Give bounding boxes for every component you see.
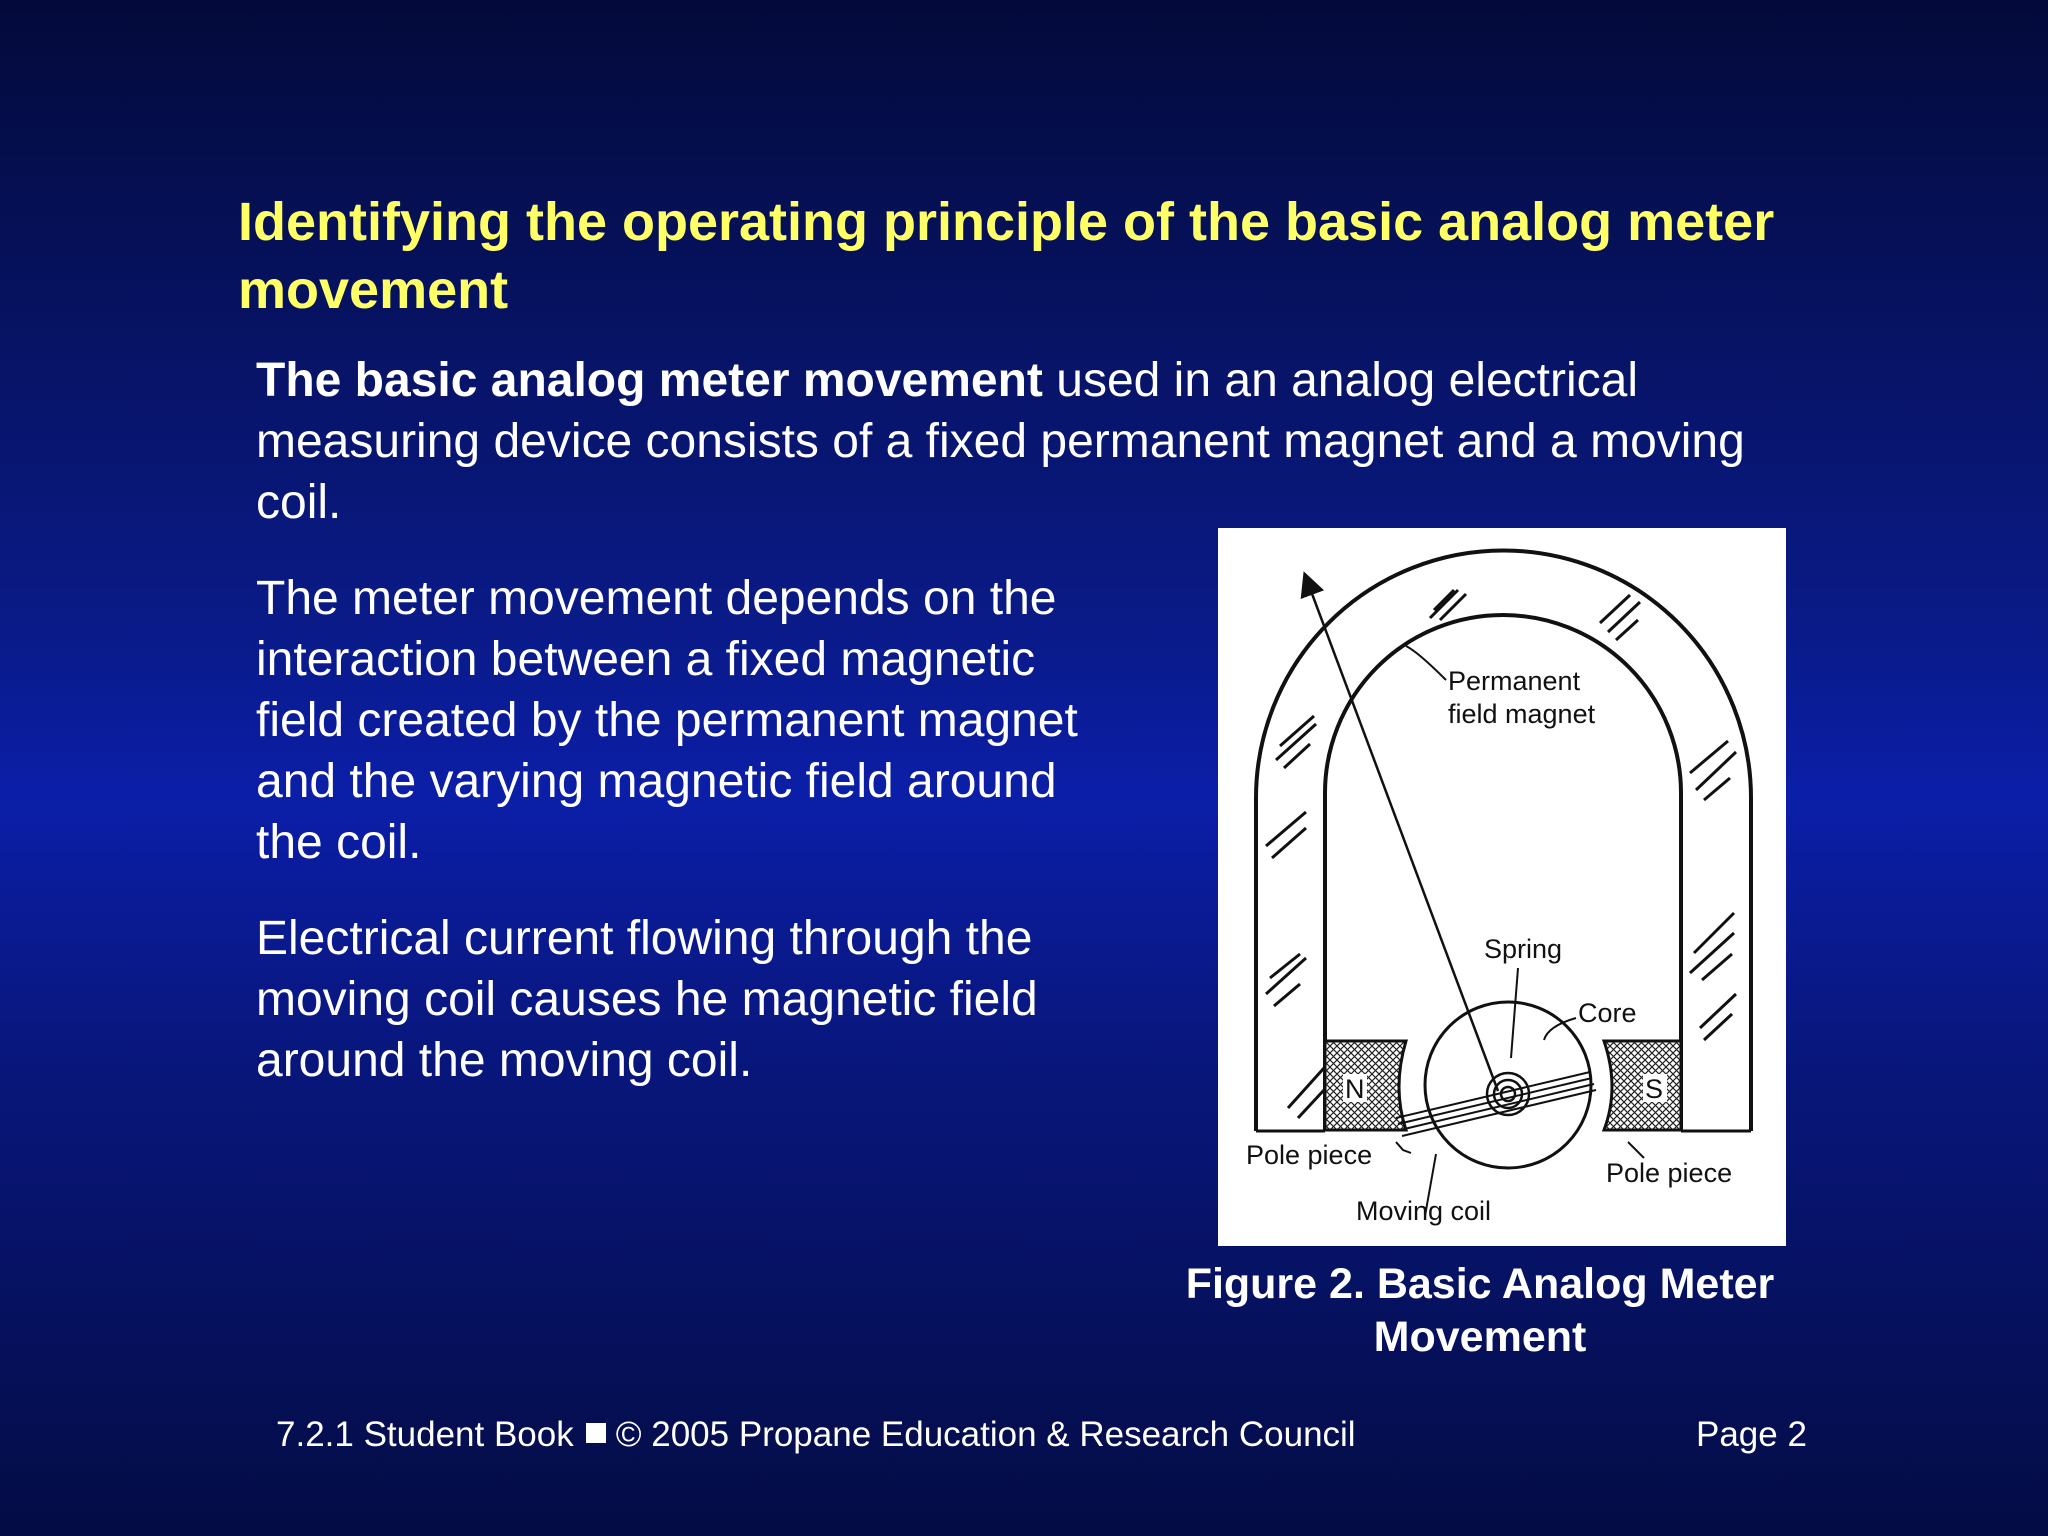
- pole-piece-left-label: Pole piece: [1246, 1140, 1373, 1170]
- pole-piece-south: [1604, 1041, 1681, 1130]
- meter-diagram-svg: [1218, 528, 1786, 1246]
- footer-book: 7.2.1 Student Book: [276, 1415, 574, 1454]
- permanent-magnet-label-1: Permanent: [1448, 666, 1581, 696]
- figure-caption: Figure 2. Basic Analog Meter Movement: [1185, 1260, 1775, 1361]
- slide-title: Identifying the operating principle of the basic analog meter movement: [238, 192, 1775, 320]
- north-pole-label: N: [1345, 1074, 1365, 1104]
- interaction-paragraph: The meter movement depends on the interaction between a fixed magnetic field created by the permanent magnet and the varying magnetic field around the coil.: [256, 572, 1078, 869]
- current-paragraph: Electrical current flowing through the moving coil causes he magnetic field around the moving coil.: [256, 912, 1038, 1087]
- intro-text: used in an analog electrical measuring device consists of a fixed permanent magnet and a moving coil.: [256, 354, 1745, 529]
- permanent-magnet-label-2: field magnet: [1448, 699, 1596, 729]
- spring-label: Spring: [1484, 934, 1563, 964]
- footer-copyright: © 2005 Propane Education & Research Council: [615, 1415, 1356, 1454]
- pointer-needle: [1308, 583, 1498, 1091]
- south-pole-label: S: [1645, 1074, 1664, 1104]
- intro-paragraph: [256, 350, 1796, 533]
- moving-coil-label: Moving coil: [1356, 1196, 1492, 1226]
- square-bullet-icon: [586, 1423, 606, 1443]
- footer: [276, 1410, 1356, 1460]
- page-number: Page 2: [1696, 1415, 1807, 1454]
- intro-bold-text: The basic analog meter movement: [256, 354, 1043, 407]
- core-label: Core: [1578, 998, 1637, 1028]
- pole-piece-right-label: Pole piece: [1606, 1158, 1733, 1188]
- meter-diagram: [1218, 528, 1786, 1246]
